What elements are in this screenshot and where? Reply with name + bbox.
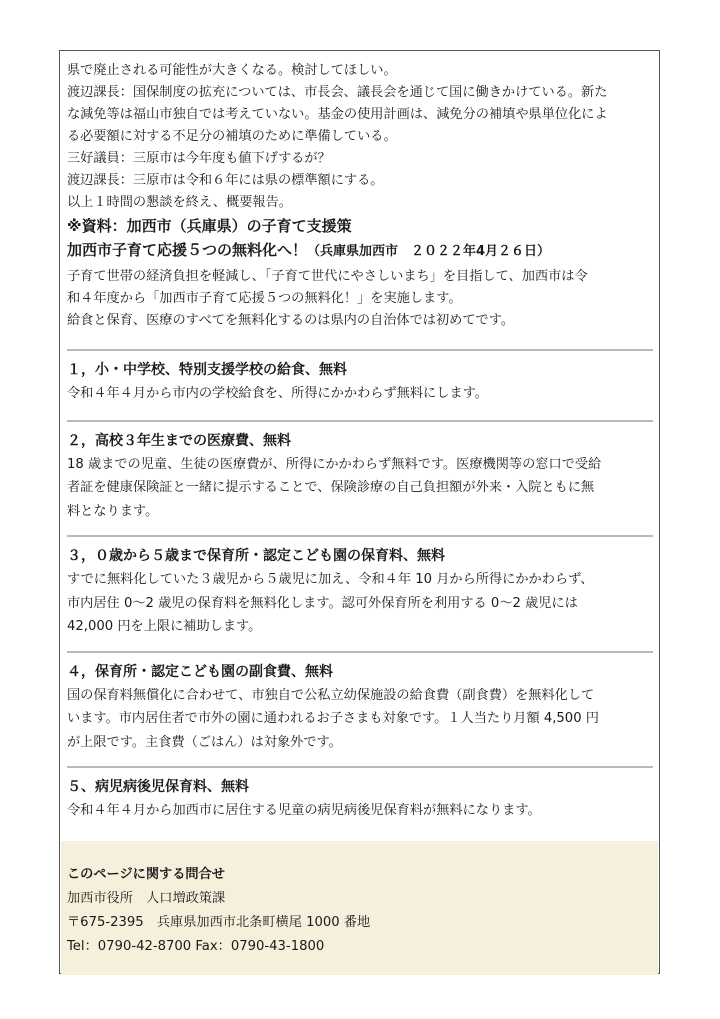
section-title: ２，高校３年生までの医療費、無料 xyxy=(67,432,291,449)
section-text: 令和４年４月から加西市に居住する児童の病児病後児保育料が無料になります。 xyxy=(67,803,541,818)
section-text: 国の保育料無償化に合わせて、市独自で公私立幼保施設の給食費（副食費）を無料化して xyxy=(67,687,595,703)
section-4 xyxy=(67,653,653,755)
contact-org: 加西市役所 人口増政策課 xyxy=(67,891,226,906)
intro-line: る必要額に対する不足分の補填のために準備している。 xyxy=(67,129,397,144)
section-title: ５、病児病後児保育料、無料 xyxy=(67,779,249,795)
page-title xyxy=(67,238,653,264)
document-body xyxy=(67,60,653,823)
intro-line: 三好議員：三原市は今年度も値下げするが？ xyxy=(67,151,331,166)
contact-box xyxy=(61,841,658,975)
resource-heading: ※資料：加西市（兵庫県）の子育て支援策 xyxy=(67,217,352,235)
intro-paragraph-line: 子育て世帯の経済負担を軽減し、「子育て世代にやさしいまち」を目指して、加西市は令 xyxy=(67,269,588,284)
section-text: います。市内居住者で市外の園に通われるお子さまも対象です。１人当たり月額 4,500 円 xyxy=(67,711,599,726)
section-text: が上限です。主食費（ごはん）は対象外です。 xyxy=(67,734,342,750)
intro-paragraph-line: 和４年度から「加西市子育て応援５つの無料化！」を実施します。 xyxy=(67,291,462,306)
intro-line: 以上１時間の懇談を終え、概要報告。 xyxy=(67,195,292,210)
intro-line: 県で廃止される可能性が大きくなる。検討してほしい。 xyxy=(67,63,397,78)
contact-address: 〒675-2395 兵庫県加西市北条町横尾 1000 番地 xyxy=(67,915,371,930)
section-text: 市内居住 0～2 歳児の保育料を無料化します。認可外保育所を利用する 0～2 歳児には xyxy=(67,595,578,611)
intro-line: 渡辺課長：三原市は令和６年には県の標準額にする。 xyxy=(67,173,384,188)
title-sub: （兵庫県加西市 ２０２２年4月２６日） xyxy=(307,244,551,259)
intro-block xyxy=(67,60,653,214)
intro-paragraph xyxy=(67,266,653,332)
intro-paragraph-line: 給食と保育、医療のすべてを無料化するのは県内の自治体では初めてです。 xyxy=(67,313,515,328)
document-frame xyxy=(59,50,660,974)
section-text: 42,000 円を上限に補助します。 xyxy=(67,619,262,634)
section-text: 令和４年４月から市内の学校給食を、所得にかかわらず無料にします。 xyxy=(67,386,488,401)
section-text: すでに無料化していた３歳児から５歳児に加え、令和４年 10 月から所得にかかわらず、 xyxy=(67,572,594,587)
contact-heading: このページに関する問合せ xyxy=(67,867,225,882)
intro-line: な減免等は福山市独自では考えていない。基金の使用計画は、減免分の補填や県単位化によ xyxy=(67,107,608,122)
section-title: １，小・中学校、特別支援学校の給食、無料 xyxy=(67,362,347,378)
section-title: ４，保育所・認定こども園の副食費、無料 xyxy=(67,663,333,680)
section-text: 者証を健康保険証と一緒に提示することで、保険診療の自己負担額が外来・入院ともに無 xyxy=(67,480,595,495)
section-title: ３，０歳から５歳まで保育所・認定こども園の保育料、無料 xyxy=(67,548,445,564)
section-2 xyxy=(67,422,653,524)
section-5 xyxy=(67,768,653,823)
intro-line: 渡辺課長：国保制度の拡充については、市長会、議長会を通じて国に働きかけている。新た xyxy=(67,85,608,100)
section-3 xyxy=(67,537,653,639)
title-main: 加西市子育て応援５つの無料化へ！ xyxy=(67,241,308,259)
contact-phone: Tel：0790-42-8700 Fax：0790-43-1800 xyxy=(67,939,325,954)
section-text: 18 歳までの児童、生徒の医療費が、所得にかかわらず無料です。医療機関等の窓口で受給 xyxy=(67,456,602,472)
section-1 xyxy=(67,351,653,406)
section-text: 料となります。 xyxy=(67,503,159,519)
